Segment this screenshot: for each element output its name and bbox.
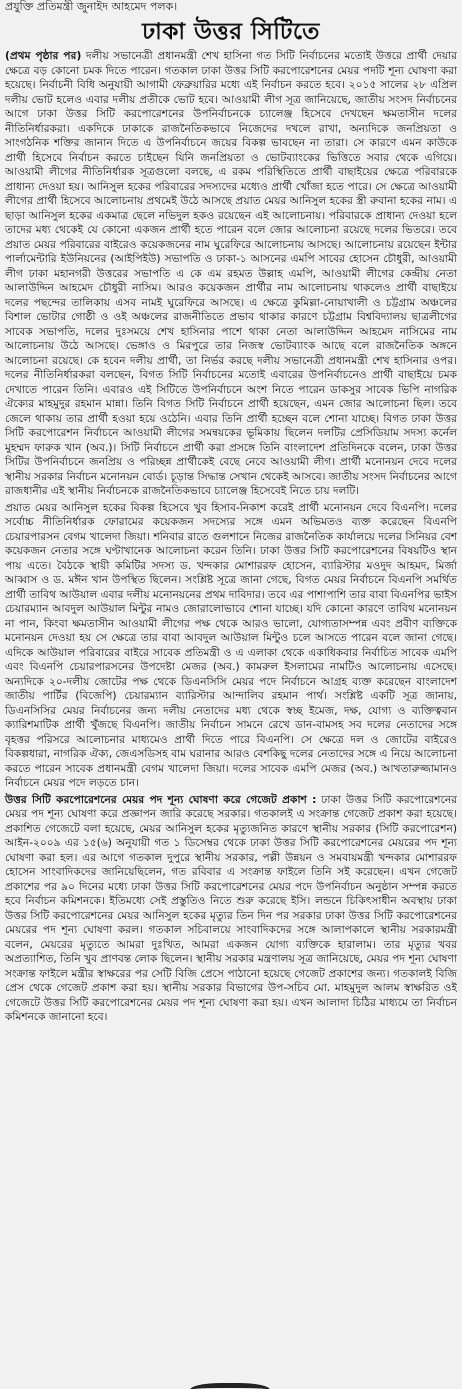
article-paragraph-1 (5, 49, 457, 499)
article-body (5, 49, 457, 1025)
cut-off-next-heading (190, 1383, 270, 1389)
paragraph-text: ঢাকা উত্তর সিটি করপোরেশনের মেয়র পদ শূন্য ঘোষণা করে প্রজ্ঞাপন জারি করেছে সরকার। গতকালই এ সংক্রান্ত গেজেট প্রকাশ করা হয়েছে। প্রকাশিত গেজেটে বলা হয়েছে, মেয়র আনিসুল হকের মৃত্যুজনিত কারণে স্থানীয় সরকার (সিটি করপোরেশন) আইন-২০০৯ এর ১৫(৬) অনুযায়ী গত ১ ডিসেম্বর থেকে ঢাকা উত্তর সিটি করপোরেশনের মেয়রের পদ শূন্য ঘোষণা করা হল। এর আগে গতকাল দুপুরে স্থানীয় সরকার, পল্লী উন্নয়ন ও সমবায়মন্ত্রী খন্দকার মোশাররফ হোসেন সাংবাদিকদের জানিয়েছিলেন, গত রবিবার এ সংক্রান্ত ফাইলে তিনি সই করেছেন। এখন গেজেট প্রকাশের পর ৯০ দিনের মধ্যে ঢাকা উত্তর সিটি করপোরেশনের মেয়র পদে উপনির্বাচন অনুষ্ঠান সম্পন্ন করতে হবে নির্বাচন কমিশনকে। ইতিমধ্যে সেই প্রস্তুতিও নিতে শুরু করেছে ইসি। লন্ডনে চিকিৎসাধীন অবস্থায় ঢাকা উত্তর সিটি করপোরেশনের মেয়র আনিসুল হকের মৃত্যুর তিন দিন পর সরকার ঢাকা উত্তর সিটি করপোরেশনের মেয়রের পদ শূন্য ঘোষণা করল। গতকাল সচিবালয়ে সাংবাদিকদের সঙ্গে আলাপকালে স্থানীয় সরকারমন্ত্রী বলেন, মেয়রের মৃত্যুতে আমরা দুঃখিত, আমরা একজন যোগ্য ব্যক্তিকে হারালাম। তার মৃত্যুর খবর অপ্রত্যাশিত, তিনি খুব প্রাণবন্ত লোক ছিলেন। স্থানীয় সরকার মন্ত্রণালয় সূত্র জানিয়েছে, মেয়র পদ শূন্য ঘোষণা সংক্রান্ত ফাইলে মন্ত্রীর স্বাক্ষরের পর সেটি বিজি প্রেসে পাঠানো হয়েছে গেজেট প্রকাশের জন্য। গতকালই বিজি প্রেস থেকে গেজেট প্রকাশ করা হয়। স্থানীয় সরকার বিভাগের উপ-সচিব মো. মাহমুদুল আলম স্বাক্ষরিত ওই গেজেটে উত্তর সিটি করপোরেশনের মেয়র পদ শূন্য ঘোষণা করা হয়। এখন আলাদা চিঠির মাধ্যমে তা নির্বাচন কমিশনকে জানানো হবে। (5, 793, 457, 1023)
paragraph-text: প্রয়াত মেয়র আনিসুল হকের বিকল্প হিসেবে খুব হিসাব-নিকাশ করেই প্রার্থী মনোনয়ন দেবে বিএনপি। দলের সর্বোচ্চ নীতিনির্ধারক ফোরামের কয়েকজন সদস্যের সঙ্গে এমন অভিমতও ব্যক্ত করেছেন বিএনপি চেয়ারপারসন বেগম খালেদা জিয়া। শনিবার রাতে গুলশানে নিজের রাজনৈতিক কার্যালয়ে দলের সিনিয়র বেশ কয়েকজন নেতার সঙ্গে ঘণ্টাখানেক আলোচনা করেন তিনি। ঢাকা উত্তর সিটি করপোরেশনের বিষয়টিও স্থান পায় এতে। বৈঠকে স্থায়ী কমিটির সদস্য ড. খন্দকার মোশাররফ হোসেন, ব্যারিস্টার মওদুদ আহমদ, মির্জা আব্বাস ও ড. মঈন খান উপস্থিত ছিলেন। সংশ্লিষ্ট সূত্রে জানা গেছে, বিগত মেয়র নির্বাচনে বিএনপি সমর্থিত প্রার্থী তাবিথ আউয়াল এবার দলীয় মনোনয়নের প্রথম দাবিদার। তবে এর পাশাপাশি তার বাবা বিএনপির ভাইস চেয়ারম্যান আবদুল আউয়াল মিন্টুর নামও জোরালোভাবে শোনা যাচ্ছে। যদি কোনো কারণে তাবিথ মনোনয়ন না পান, কিংবা ক্ষমতাসীন আওয়ামী লীগের পক্ষ থেকে আরও ভালো, যোগ্যতাসম্পন্ন এবং প্রবীণ ব্যক্তিকে মনোনয়ন দেওয়া হয় সে ক্ষেত্রে তার বাবা আবদুল আউয়াল মিন্টুও চলে আসতে পারেন বলে জানা গেছে। এদিকে আউয়াল পরিবারের বাইরে সাবেক প্রতিমন্ত্রী ও এ এলাকা থেকে একাধিকবার নির্বাচিত সাবেক এমপি এবং বিএনপি চেয়ারপারসনের উপদেষ্টা মেজর (অব.) কামরুল ইসলামের নামটিও আলোচনায় এসেছে। অন্যদিকে ২০-দলীয় জোটের পক্ষ থেকে ডিএনসিসি মেয়র পদে নির্বাচনে আগ্রহ ব্যক্ত করেছেন বাংলাদেশ জাতীয় পার্টির (বিজেপি) চেয়ারম্যান ব্যারিস্টার আন্দালিব রহমান পার্থ। সংশ্লিষ্ট একটি সূত্র জানায়, ডিএনসিসির মেয়র নির্বাচনের জন্য দলীয় নেতাদের মধ্য থেকে স্বচ্ছ ইমেজ, দক্ষ, যোগ্য ও ব্যক্তিত্ববান ক্যারিশমাটিক প্রার্থী খুঁজছে বিএনপি। জাতীয় নির্বাচন সামনে রেখে ডান-বামসহ সব দলের নেতাদের সঙ্গে বৃহত্তর পরিসরে আলোচনার মাধ্যমেও প্রার্থী দিতে পারে বিএনপি। সে ক্ষেত্রে দল ও জোটের বাইরেও বিকল্পধারা, নাগরিক ঐক্য, জেএসডিসহ বাম ঘরানার আরও বেশকিছু দলের নেতাদের সঙ্গে এ নিয়ে আলোচনা করতে পারেন সাবেক প্রধানমন্ত্রী বেগম খালেদা জিয়া। দলের সাবেক এমপি মেজর (অব.) আখতারুজ্জামানও নির্বাচনে মেয়র পদে লড়তে চান। (5, 501, 457, 789)
article-paragraph-3 (5, 793, 457, 1025)
section-subheading: উত্তর সিটি করপোরেশনের মেয়র পদ শূন্য ঘোষণা করে গেজেট প্রকাশ : (5, 793, 317, 806)
previous-article-caption: প্রযুক্তি প্রতিমন্ত্রী জুনাইদ আহমেদ পলক। (5, 0, 178, 13)
paragraph-text: দলীয় সভানেত্রী প্রধানমন্ত্রী শেখ হাসিনা গত সিটি নির্বাচনের মতোই উত্তরে প্রার্থী দেয়ার ক্ষেত্রে বড় কোনো চমক দিতে পারেন। গতকাল ঢাকা উত্তর সিটি করপোরেশনের মেয়র পদটি শূন্য ঘোষণা করা হয়েছে। নির্বাচনী বিধি অনুযায়ী আগামী ফেব্রুয়ারির মধ্যে এই নির্বাচন করতে হবে। ২০১৫ সালের ২৮ এপ্রিল দলীয় ভোট হলেও এবার দলীয় প্রতীকে ভোট হবে। আওয়ামী লীগ সূত্র জানিয়েছে, জাতীয় সংসদ নির্বাচনের আগে ঢাকা উত্তর সিটি করপোরেশনের উপনির্বাচনকে চ্যালেঞ্জ হিসেবে দেখছেন ক্ষমতাসীন দলের নীতিনির্ধারকরা। একদিকে ঢাকাকে রাজনৈতিকভাবে নিজেদের দখলে রাখা, অন্যদিকে জনপ্রিয়তা ও সাংগঠনিক শক্তির জানান দিতে এ উপনির্বাচনে জয়ের বিকল্প ভাবছেন না তারা। সে কারণে এমন কাউকে প্রার্থী হিসেবে নির্বাচন করতে চাইছেন যিনি জনপ্রিয়তা ও ভোটব্যাংকের ভিত্তিতে সবার থেকে এগিয়ে। আওয়ামী লীগের নীতিনির্ধারক সূত্রগুলো বলছে, এ রকম পরিস্থিতিতে প্রার্থী বাছাইয়ের ক্ষেত্রে পরিবারকে প্রাধান্য দেওয়া হয়। আনিসুল হকের পরিবারের সদস্যদের মধ্যেও প্রার্থী খোঁজা হতে পারে। সে ক্ষেত্রে আওয়ামী লীগের প্রার্থী হিসেবে আলোচনায় প্রথমেই উঠে আসছে প্রয়াত মেয়র আনিসুল হকের স্ত্রী রুবানা হকের নাম। এ ছাড়া আনিসুল হকের একমাত্র ছেলে নভিদুল হকও রয়েছেন এই আলোচনায়। পরিবারকে প্রাধান্য দেওয়া হলে তাদের মধ্য থেকেই যে কোনো একজন প্রার্থী হতে পারেন বলে জোর আলোচনা রয়েছে দলের ভিতরে। তবে প্রয়াত মেয়র পরিবারের বাইরেও কয়েকজনের নাম ঘুরেফিরে আলোচনায় আসছে। আলোচনায় রয়েছেন ইন্টার পার্লামেন্টারি ইউনিয়নের (আইপিইউ) সভাপতি ও ঢাকা-১ আসনের এমপি সাবের হোসেন চৌধুরী, আওয়ামী লীগ ঢাকা মহানগরী উত্তরের সভাপতি এ কে এম রহমত উল্লাহ এমপি, আওয়ামী লীগের কেন্দ্রীয় নেতা আলাউদ্দিন আহমেদ চৌধুরী নাসিম। আরও কয়েকজন প্রার্থীর নাম আলোচনায় থাকলেও প্রার্থী বাছাইয়ে দলের পছন্দের তালিকায় এসব নামই ঘুরেফিরে আসছে। এ ক্ষেত্রে কুমিল্লা-নোয়াখালী ও চট্টগ্রাম অঞ্চলের বিশাল ভোটার গোষ্ঠী ও ওই অঞ্চলের রাজনীতিতে প্রভাব থাকার কারণে চট্টগ্রাম বিশ্ববিদ্যালয় ছাত্রলীগের সাবেক সভাপতি, দলের দুঃসময়ে শেখ হাসিনার পাশে থাকা নেতা আলাউদ্দিন আহমেদ নাসিমের নাম আলোচনায় উঠে আসছে। ভেঙ্গাও ও মিরপুরে তার নিজস্ব ভোটব্যাংক আছে বলে রাজনৈতিক অঙ্গনে আলোচনা রয়েছে। কে হবেন দলীয় প্রার্থী, তা নির্ভর করছে দলীয় সভানেত্রী প্রধানমন্ত্রী শেখ হাসিনার ওপর। দলের নীতিনির্ধারকরা বলছেন, বিগত সিটি নির্বাচনের মতোই এবারের উপনির্বাচনেও প্রার্থী বাছাইয়ে চমক দেখাতে পারেন তিনি। এবারও এই সিটিতে উপনির্বাচনে অংশ নিতে পারেন ডাকসুর সাবেক ভিপি নাগরিক ঐক্যের মাহমুদুর রহমান মান্না। তিনি বিগত সিটি নির্বাচনে প্রার্থী হয়েছেন, এমন জোর আলোচনা ছিল। তবে জেলে থাকায় তার প্রার্থী হওয়া হয়ে ওঠেনি। এবার তিনি প্রার্থী হচ্ছেন বলে শোনা যাচ্ছে। বিগত ঢাকা উত্তর সিটি করপোরেশন নির্বাচনে আওয়ামী লীগের সমন্বয়কের ভূমিকায় ছিলেন দলটির প্রেসিডিয়াম সদস্য কর্নেল মুহম্মদ ফারুক খান (অব.)। সিটি নির্বাচনে প্রার্থী করা প্রসঙ্গে তিনি বাংলাদেশ প্রতিদিনকে বলেন, ঢাকা উত্তর সিটির উপনির্বাচনে জনপ্রিয় ও পরিচ্ছন্ন প্রার্থীকেই বেছে নেবে আওয়ামী লীগ। প্রার্থী মনোনয়ন দেবে দলের স্থানীয় সরকার নির্বাচন মনোনয়ন বোর্ড। চূড়ান্ত সিদ্ধান্ত সেখান থেকেই আসবে। জাতীয় সংসদ নির্বাচনের আগে রাজধানীর এই স্থানীয় নির্বাচনকে রাজনৈতিকভাবে চ্যালেঞ্জ হিসেবেই নিতে চায় দলটি। (5, 50, 457, 497)
article-headline: ঢাকা উত্তর সিটিতে (142, 18, 320, 45)
article-paragraph-2 (5, 501, 457, 791)
continued-tag: (প্রথম পৃষ্ঠার পর) (5, 50, 82, 62)
